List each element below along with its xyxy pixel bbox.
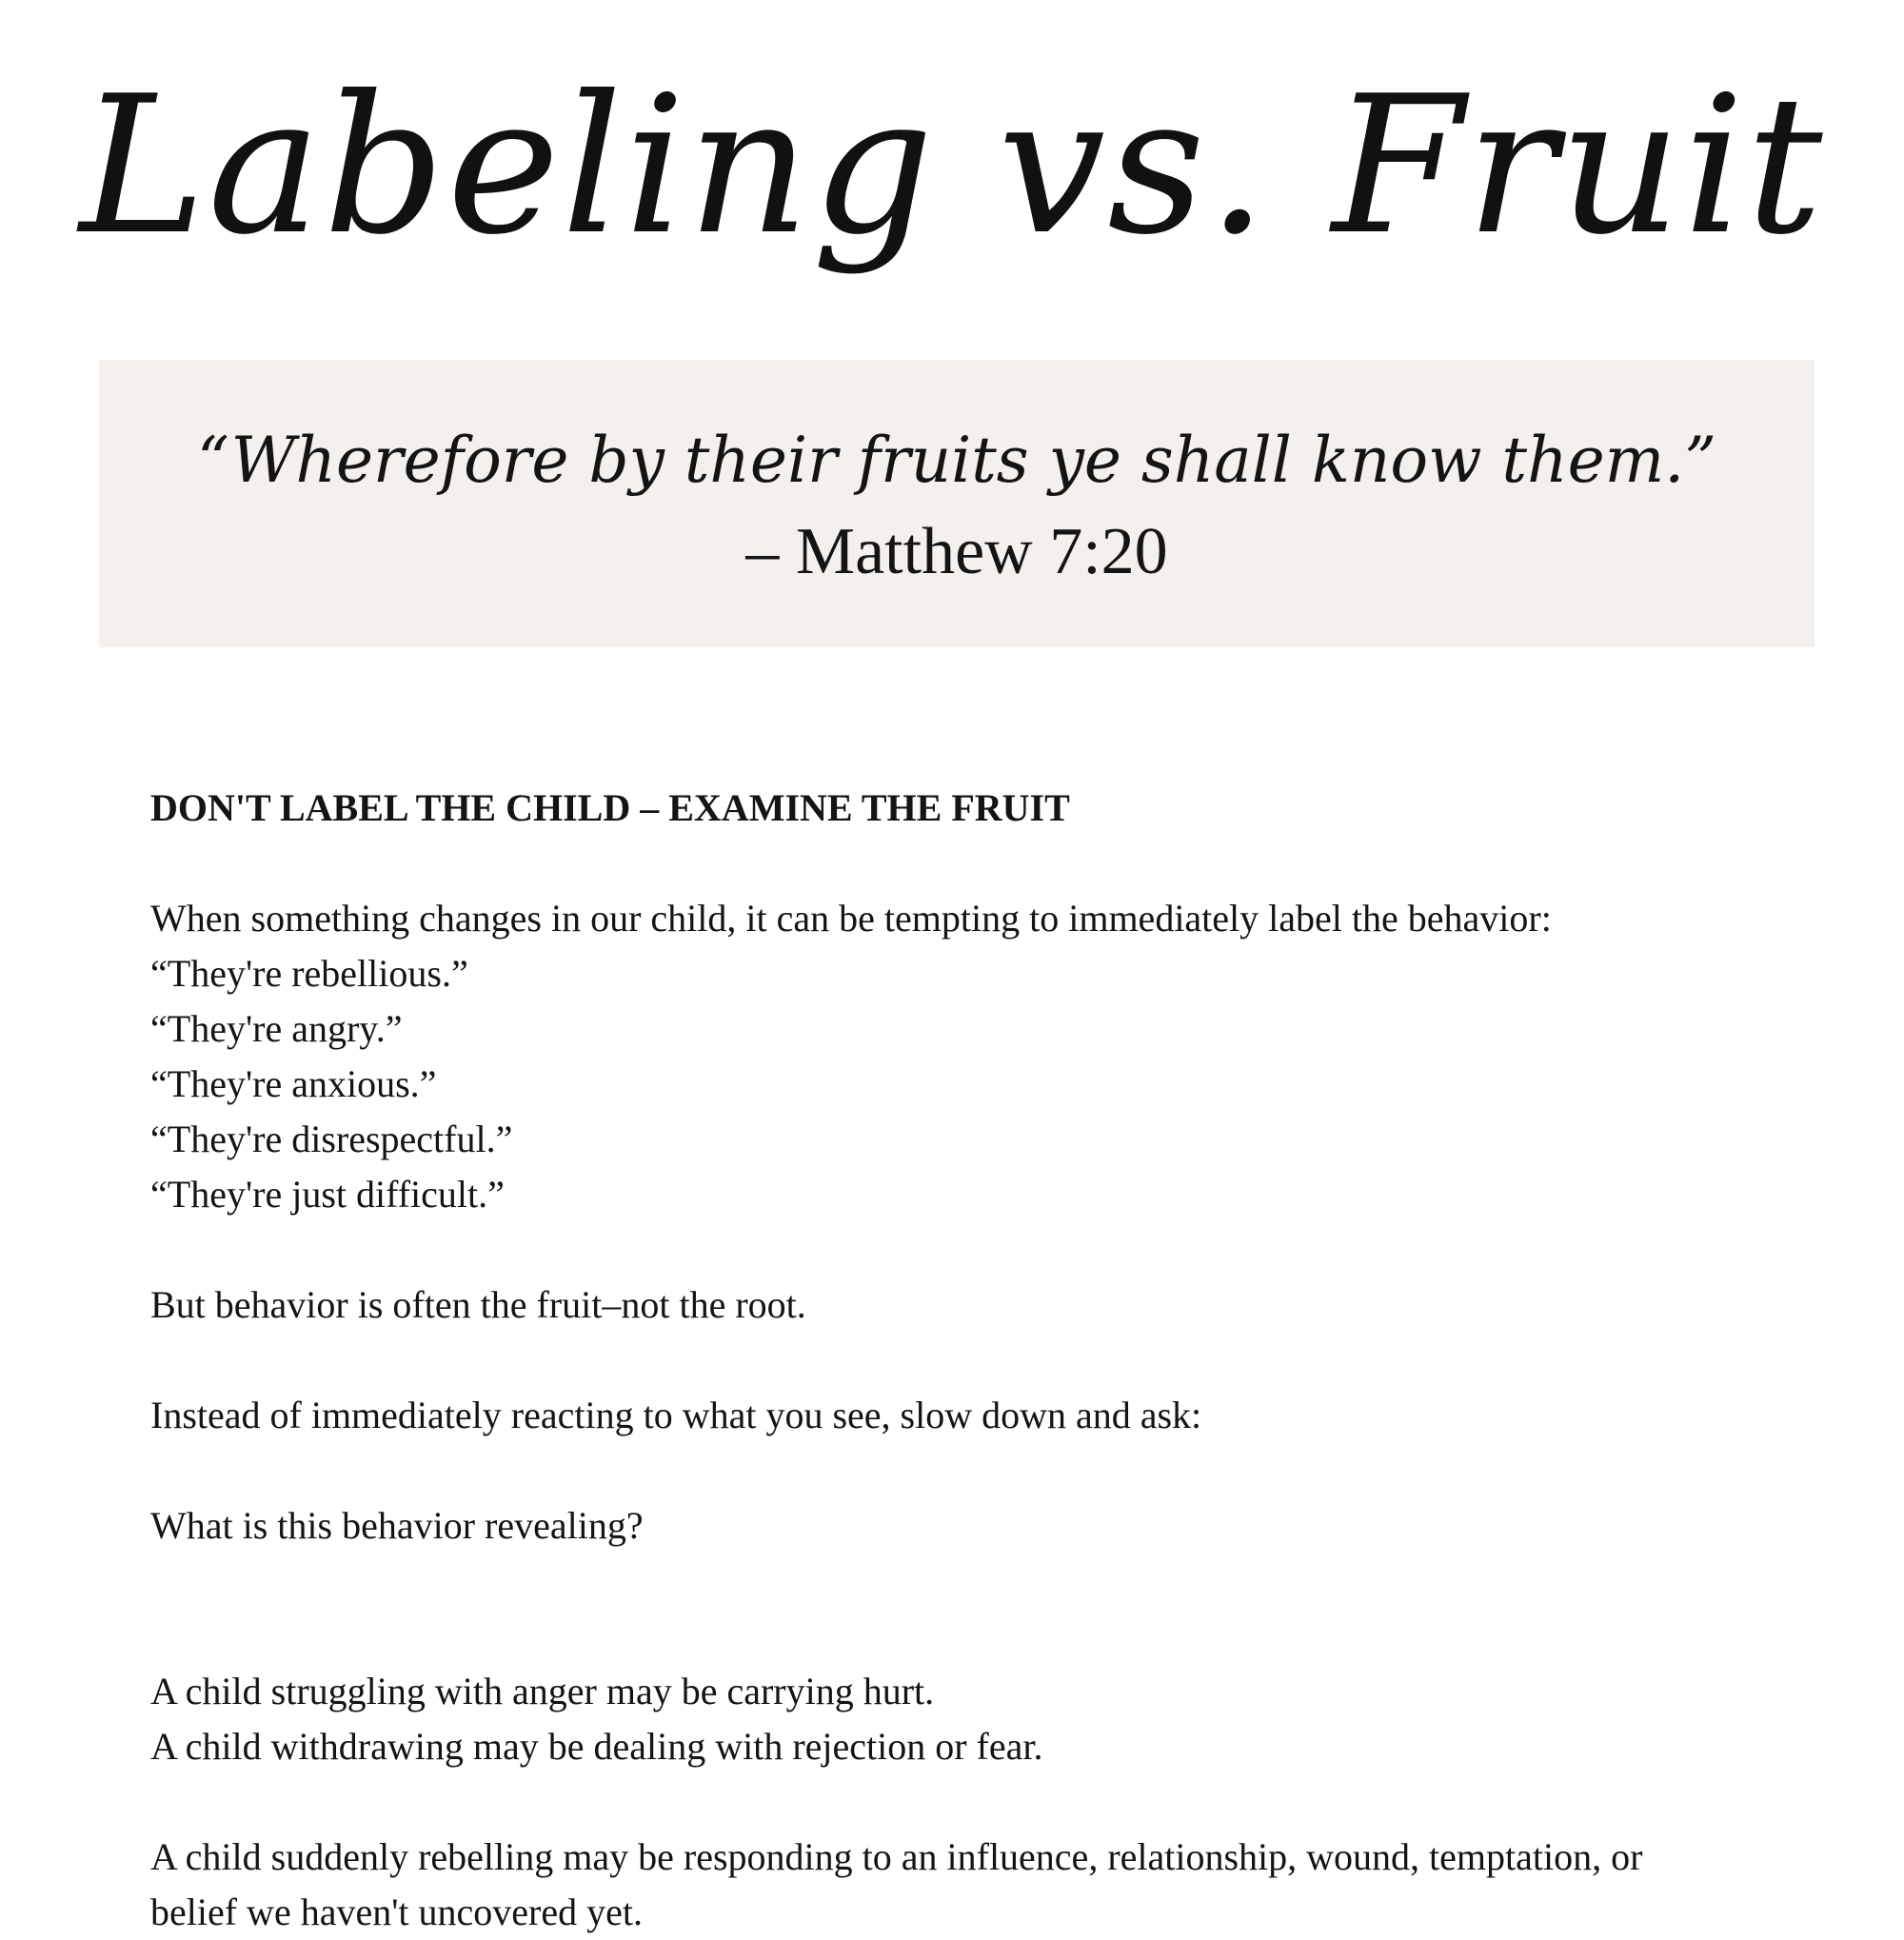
scripture-quote-box — [99, 360, 1815, 647]
label-example: “They're just difficult.” — [150, 1173, 505, 1216]
rebelling-paragraph: A child suddenly rebelling may be responding to an influence, relationship, wound, temptation, or — [150, 1835, 1643, 1878]
slow-down-paragraph: Instead of immediately reacting to what you see, slow down and ask: — [150, 1394, 1202, 1436]
section-heading: DON'T LABEL THE CHILD – EXAMINE THE FRUIT — [150, 786, 1070, 829]
example-line: A child struggling with anger may be carrying hurt. — [150, 1670, 935, 1712]
scripture-quote-text: “Wherefore by their fruits ye shall know them.” — [197, 424, 1716, 497]
intro-paragraph: When something changes in our child, it can be tempting to immediately label the behavior: — [150, 897, 1552, 940]
rebelling-paragraph-continued: belief we haven't uncovered yet. — [150, 1891, 643, 1933]
scripture-reference: – Matthew 7:20 — [745, 515, 1168, 588]
label-example: “They're angry.” — [150, 1007, 403, 1050]
label-example: “They're anxious.” — [150, 1062, 437, 1105]
question-paragraph: What is this behavior revealing? — [150, 1504, 644, 1547]
label-example: “They're rebellious.” — [150, 952, 468, 995]
example-line: A child withdrawing may be dealing with rejection or fear. — [150, 1725, 1043, 1768]
fruit-not-root-paragraph: But behavior is often the fruit–not the root. — [150, 1283, 806, 1326]
page-title: Labeling vs. Fruit — [79, 55, 1825, 277]
label-example: “They're disrespectful.” — [150, 1118, 513, 1160]
